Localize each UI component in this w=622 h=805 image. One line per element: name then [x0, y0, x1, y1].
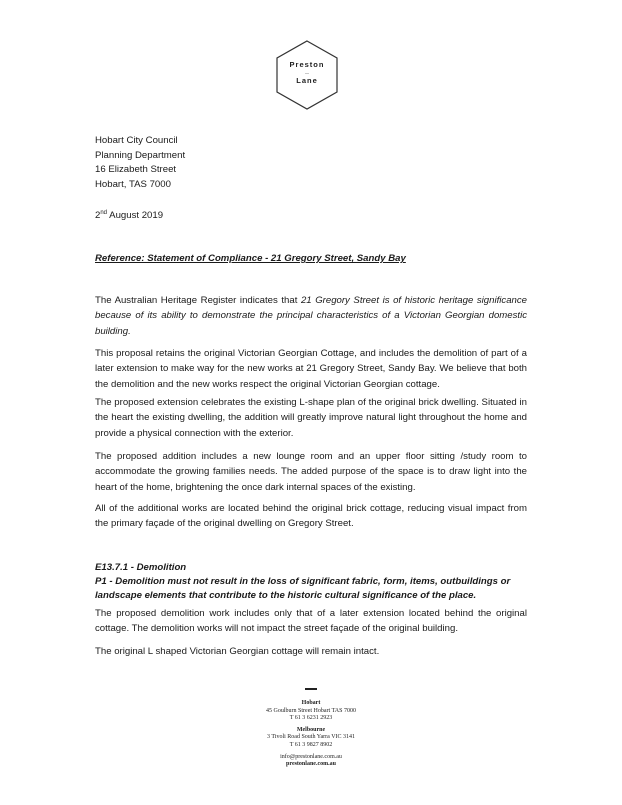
paragraph-extension: The proposed extension celebrates the existing L-shape plan of the original brick dwelling. Situated in the heart the existing dwelling, the addition will greatly improve natural light throughout the home and provide a physical connection with the exterior.: [95, 397, 527, 439]
date-rest: August 2019: [107, 210, 164, 222]
paragraph-location: All of the additional works are located behind the original brick cottage, reducing visual impact from the primary façade of the original dwelling on Gregory Street.: [95, 503, 527, 530]
company-logo: [275, 40, 339, 110]
letter-date: [95, 210, 163, 221]
paragraph-intact: The original L shaped Victorian Georgian cottage will remain intact.: [95, 646, 380, 657]
paragraph-heritage: [95, 293, 527, 339]
office-name: Hobart: [301, 700, 321, 706]
recipient-line: Hobart City Council: [95, 135, 178, 146]
logo-divider: —: [305, 70, 309, 75]
date-day: 2: [95, 210, 101, 222]
office-phone: T 61 3 9827 8902: [289, 741, 333, 748]
logo-word-preston: Preston: [289, 60, 325, 69]
recipient-address: [95, 134, 185, 192]
recipient-line: Hobart, TAS 7000: [95, 178, 171, 190]
heritage-quote: 21 Gregory Street is of historic heritage significance because of its ability to demonstrate the principal characteristics of a Victorian Georgian domestic building.: [95, 295, 527, 337]
footer-divider: [305, 688, 317, 690]
office-address: 3 Tivoli Road South Yarra VIC 3141: [266, 734, 356, 741]
paragraph-proposal: This proposal retains the original Victorian Georgian Cottage, and includes the demolition of part of a later extension to make way for the new works at 21 Gregory Street, Sandy Bay. We believe that both the demolition and the new works respect the original Victorian Georgian cottage.: [95, 348, 527, 390]
date-suffix: nd: [100, 210, 108, 216]
section-criterion: P1 - Demolition must not result in the loss of significant fabric, form, items, outbuildings or landscape elements that contribute to the historic cultural significance of the place.: [95, 576, 511, 601]
recipient-line: Planning Department: [95, 149, 186, 161]
letterhead-footer: [200, 688, 422, 769]
paragraph-addition: The proposed addition includes a new lounge room and an upper floor sitting /study room to accommodate the growing families needs. The added purpose of the space is to draw light into the heart of the home, brightening the once dark internal spaces of the existing.: [95, 451, 527, 493]
email-link[interactable]: info@prestonlane.com.au: [280, 753, 342, 760]
office-name: Melbourne: [296, 726, 326, 733]
reference-line: Reference: Statement of Compliance - 21 Gregory Street, Sandy Bay: [95, 253, 406, 264]
office-address: 45 Goulburn Street Hobart TAS 7000: [266, 707, 356, 714]
section-heading: E13.7.1 - Demolition: [95, 562, 187, 573]
website-link[interactable]: prestonlane.com.au: [286, 761, 336, 768]
paragraph-demolition: The proposed demolition work includes only that of a later extension located behind the original cottage. The demolition works will not impact the street façade of the original building.: [95, 608, 527, 635]
hexagon-logo-icon: [275, 40, 339, 110]
office-phone: T 61 3 6231 2923: [289, 715, 333, 722]
logo-word-lane: Lane: [296, 76, 318, 85]
recipient-line: 16 Elizabeth Street: [95, 164, 177, 175]
paragraph-text: The Australian Heritage Register indicates that: [95, 295, 301, 306]
